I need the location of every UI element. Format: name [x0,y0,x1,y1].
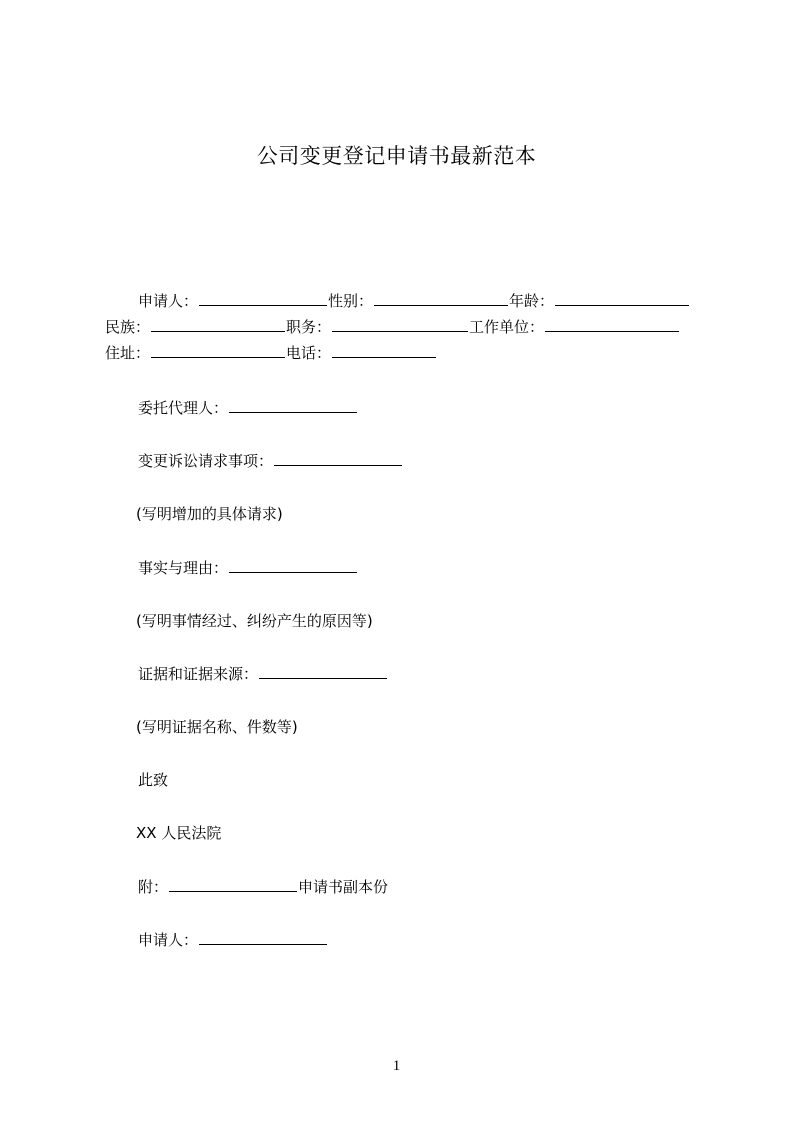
applicant-info-line-3 [105,342,437,364]
signature-line [138,929,328,951]
signature-blank [199,929,327,945]
phone-blank [332,342,436,358]
claim-note: (写明增加的具体请求) [136,505,283,523]
gender-blank [374,290,508,306]
applicant-label: 申请人： [138,292,199,310]
position-label: 职务： [286,318,332,336]
document-title: 公司变更登记申请书最新范本 [256,144,537,168]
evidence-blank [259,663,387,679]
signature-label: 申请人： [138,931,199,949]
work-unit-blank [545,316,679,332]
position-blank [332,316,468,332]
facts-line [138,557,358,579]
applicant-info-line-1 [138,290,690,312]
court-name: XX 人民法院 [136,824,222,842]
attachment-suffix: 申请书副本份 [298,878,389,896]
facts-blank [229,557,357,573]
evidence-note: (写明证据名称、件数等) [136,718,298,736]
work-unit-label: 工作单位： [469,318,545,336]
age-label: 年龄： [509,292,555,310]
attachment-blank [169,876,297,892]
address-label: 住址： [105,344,151,362]
evidence-label: 证据和证据来源： [138,665,259,683]
agent-line [138,397,358,419]
ethnicity-blank [151,316,285,332]
claim-blank [274,450,402,466]
ethnicity-label: 民族： [105,318,151,336]
claim-line [138,450,403,472]
facts-label: 事实与理由： [138,559,229,577]
claim-label: 变更诉讼请求事项： [138,452,274,470]
phone-label: 电话： [286,344,332,362]
agent-label: 委托代理人： [138,399,229,417]
salutation: 此致 [138,771,169,789]
page-number: 1 [392,1058,401,1074]
applicant-blank [199,290,327,306]
age-blank [555,290,689,306]
evidence-line [138,663,388,685]
gender-label: 性别： [328,292,374,310]
facts-note: (写明事情经过、纠纷产生的原因等) [136,612,373,630]
agent-blank [229,397,357,413]
applicant-info-line-2 [105,316,680,338]
attachment-prefix: 附： [138,878,169,896]
address-blank [151,342,285,358]
attachment-line [138,876,388,898]
